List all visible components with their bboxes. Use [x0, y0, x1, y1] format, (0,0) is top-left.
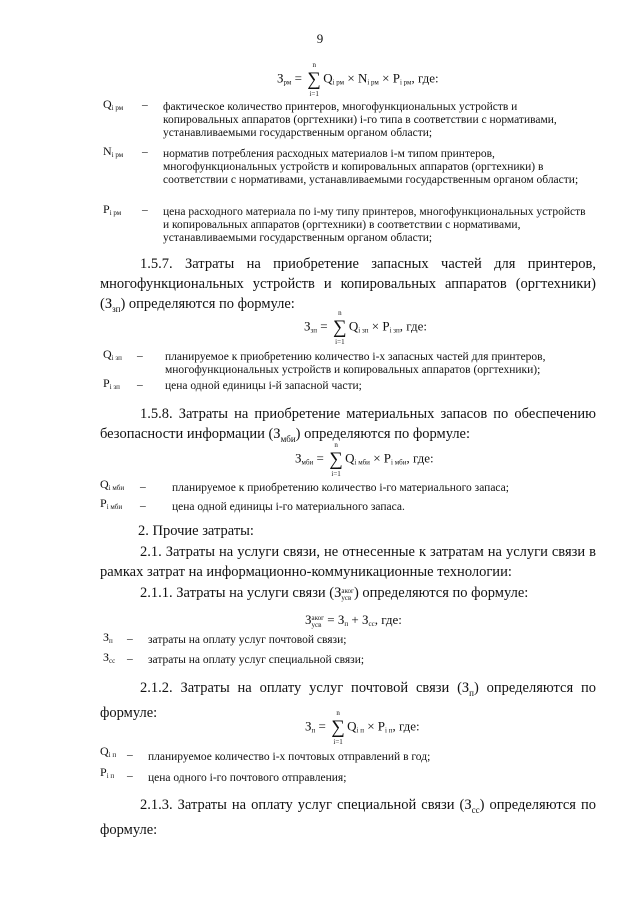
def-text: затраты на оплату услуг специальной связи;: [148, 654, 365, 666]
def-symbol: $Q_{i мби}$: [100, 477, 125, 492]
def-dash: –: [142, 146, 148, 158]
formula-postal: $З_п$ = n ∑ i=1 $Q_{i п} \times P_{i п}$, где:: [305, 709, 420, 746]
def-text: цена одного i-го почтового отправления;: [148, 772, 347, 784]
paragraph-2-1: 2.1. Затраты на услуги связи, не отнесенные к затратам на услуги связи в рамках затрат на информационно-коммуникационные технологии:: [100, 544, 596, 580]
def-symbol: $Q_{i рм}$: [103, 97, 124, 112]
def-text: цена одной единицы i-го материального запаса.: [172, 501, 405, 513]
paragraph-1-5-7: 1.5.7. Затраты на приобретение запасных частей для принтеров, многофункциональных устройств и копировальных аппаратов (оргтехники) $(З_{зп})$ определяются по формуле:: [100, 256, 596, 314]
def-text: планируемое количество i-х почтовых отправлений в год;: [148, 751, 431, 763]
def-dash: –: [127, 749, 133, 761]
def-dash: –: [142, 204, 148, 216]
formula-spare-parts: $З_{зп}$ = n ∑ i=1 $Q_{i зп} \times P_{i зп}$, где:: [304, 309, 427, 346]
def-dash: –: [140, 500, 146, 512]
paragraph-2-1-1: 2.1.1. Затраты на услуги связи (З аког усв ) определяются по формуле:: [140, 585, 529, 602]
def-dash: –: [140, 481, 146, 493]
def-dash: –: [137, 379, 143, 391]
def-text: фактическое количество принтеров, многофункциональных устройств и копировальных аппаратов (оргтехники) i-го типа в соответствии с нормативами, устанавливаемыми государственным органом области;: [163, 101, 557, 139]
def-text: затраты на оплату услуг почтовой связи;: [148, 634, 347, 646]
def-text: планируемое к приобретению количество i-го материального запаса;: [172, 482, 509, 494]
def-symbol: $Q_{i п}$: [100, 744, 117, 759]
def-symbol: $P_{i мби}$: [100, 496, 123, 511]
heading-other-costs: 2. Прочие затраты:: [138, 523, 254, 539]
formula-communication: З аког усв = $З_п + З_{сс}$, где:: [305, 612, 402, 629]
sum-sign: n ∑ i=1: [329, 441, 343, 478]
def-symbol: $N_{i рм}$: [103, 144, 124, 159]
sum-sign: n ∑ i=1: [331, 709, 345, 746]
page-number: 9: [316, 31, 324, 46]
def-symbol: $P_{i п}$: [100, 765, 115, 780]
def-dash: –: [127, 653, 133, 665]
def-symbol: $P_{i рм}$: [103, 202, 122, 217]
def-dash: –: [127, 633, 133, 645]
def-symbol: $З_п$: [103, 630, 113, 645]
def-symbol: $P_{i зп}$: [103, 376, 120, 391]
sum-sign: n ∑ i=1: [307, 61, 321, 98]
def-dash: –: [127, 770, 133, 782]
paragraph-1-5-8: 1.5.8. Затраты на приобретение материальных запасов по обеспечению безопасности информации $(З_{мби})$ определяются по формуле:: [100, 406, 596, 444]
def-text: планируемое к приобретению количество i-х запасных частей для принтеров, многофункциональных устройств и копировальных аппаратов (оргтехники);: [165, 351, 546, 376]
def-dash: –: [137, 350, 143, 362]
def-text: норматив потребления расходных материалов i-м типом принтеров, многофункциональных устройств и копировальных аппаратов (оргтехники) в соответствии с нормативами, устанавливаемыми государственным органом области;: [163, 148, 579, 186]
def-text: цена одной единицы i-й запасной части;: [165, 380, 362, 392]
formula-printer-consumables: $З_{рм}$ = n ∑ i=1 $Q_{i рм} \times N_{i рм} \times P_{i рм}$, где:: [277, 61, 439, 98]
formula-security-materials: $З_{мби}$ = n ∑ i=1 $Q_{i мби} \times P_{i мби}$, где:: [295, 441, 434, 478]
sum-sign: n ∑ i=1: [333, 309, 347, 346]
def-dash: –: [142, 99, 148, 111]
paragraph-2-1-2: 2.1.2. Затраты на оплату услуг почтовой связи $(З_п)$ определяются по формуле:: [100, 680, 596, 721]
def-symbol: $З_{сс}$: [103, 650, 116, 665]
paragraph-2-1-3: 2.1.3. Затраты на оплату услуг специальной связи $(З_{сс})$ определяются по формуле:: [100, 797, 596, 838]
def-symbol: $Q_{i зп}$: [103, 347, 122, 362]
def-text: цена расходного материала по i-му типу принтеров, многофункциональных устройств и копировальных аппаратов (оргтехники) в соответствии с нормативами, устанавливаемыми государственным органом области;: [163, 206, 586, 244]
